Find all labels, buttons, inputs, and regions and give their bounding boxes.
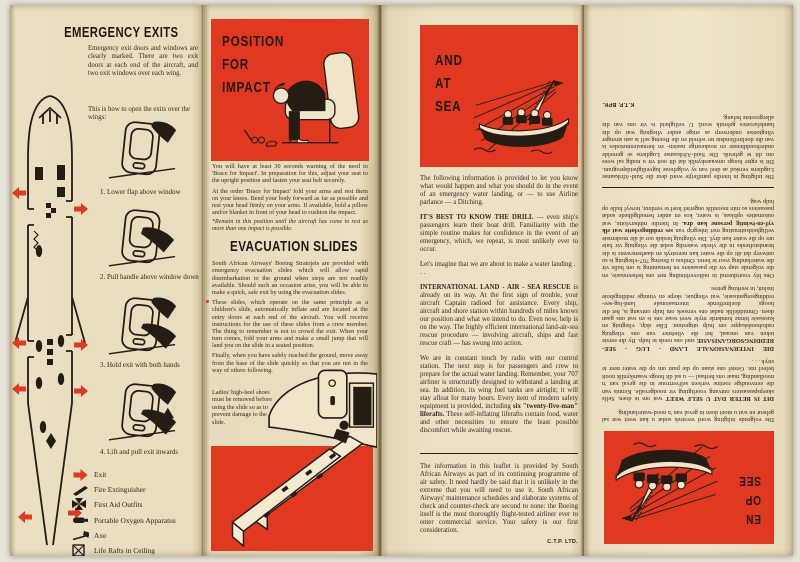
printer-imprint: C.T.P. LTD. [547,539,578,545]
sea-p1-text: The following information is provided to let you know what would happen and what you should do in the event of an emergency water landing, or — to use Airline parlance — a Ditching. [420,175,578,207]
lifeboat-illustration-afrikaans [608,439,720,527]
af-p1-text: Die volgende inligting word verstrek sodat u kan weet wat sal gebeur en wat u moet doen in geval van 'n nood-waterlanding. [602,408,774,423]
life-raft-icon [72,544,94,556]
exit-arrow-icon [72,469,94,481]
slides-p2-text: These slides, which operate on the same principle as a children's slide, automatically inflate and are located at the entry doors at each end of the aircraft. You will receive instructions for the use of these slides from a crew member. The thing to remember is not to crowd the exit. When your turn comes, fold your arms and make a small jump that will land you on the slide in a seated position. [212,299,368,349]
footer-rule [420,453,578,454]
exits-legend [72,467,200,556]
panel-position-for-impact [203,5,380,556]
slides-p3-text: Finally, when you have safely reached the ground, move away from the base of the slide quickly so that you are not in the way of others following. [212,352,368,374]
impact-warning-text: You will have at least 30 seconds warning of the need to 'Brace for Impact'. In preparation for this, adjust your seat to the upright position and fasten your seat belt securely. [212,163,368,185]
sea-liferafts-text: We are in constant touch by radio with our control station. The next step is for passengers and crew to prepare for the actual water landing. Remember, your 707 airliner is structurally designed to withstand a landing at sea. In addition, its wing fuel tanks are airtight; it will stay afloat for many hours. Every item of modern safety equipment is provided, including six "twenty-five-man" liferafts. These self-inflating liferafts contain food, water and other necessities to ensure the least possible discomfort while awaiting rescue. [420,355,578,435]
legend-item: Portable Oxygen Apparatus [72,513,200,528]
banner-line: SEE [738,474,761,489]
position-for-impact-banner [211,19,369,161]
banner-line: SEA [435,98,462,115]
af-rescue-text: DIE INTERNASIONALE LAND - LUG - SEE-REDDINGSORGANISASIE snel ons reeds te hulp. By die eerste teken van onraad, het die vlieënier van ons vliegtuig radioboodskappe om hulp uitgestuur. Elke skip, vliegtuig en kusstasie binne honderde myle weet waar ons is en wat ons gaan doen. Onmiddellik nadat ons versoek om hulp ontvang is, het die hoogs doeltreffende internasionale land-lug-see-reddingsorganisasie, wat vliegtuie, skepe en vinnige reddingsbote insluit, in werking getree. [602,285,774,352]
ladies-shoes-text: Ladies' high-heel shoes must be removed before using the slide so as to prevent damage to the slide. [212,389,272,426]
banner-line: OP [744,493,761,508]
step4-caption: 4. Lift and pull exit inwards [100,448,179,456]
evacuation-slide-illustration [227,367,377,553]
lifeboat-illustration [472,75,576,157]
first-aid-cross-icon [72,498,94,511]
af-radio-text: Ons bly voortdurend in radioverbinding met ons beheerstasie, en die volgende stap vir die passasiers en bemanning is om hulle vir die waterlanding voor te berei. Onthou u Boeing 707-vliegtuig is so ontwerp dat dit op die water kan neerstryk en daarbenewens is die brandstoftenks in die vlerke waterdig sodat die vliegtuig vir baie ure op die water kan dryf. Die vliegtuig beskik oor al die modernste veiligheidsuitrusting met inbegrip van ses reddingsvlotte wat elk vyf-en-twintig persone kan dra. In hierdie rubbervlotte, wat outomaties opblaas, is water, kos en ander benodigdhede sodat passasiers so min moontlik ongerief hoef te verduur, terwyl hulle op hulp wag. [602,197,774,279]
legend-item: Axe [72,528,200,543]
legend-item: First Aid Outfits [72,497,200,512]
brace-position-figure [241,41,369,159]
panel-afrikaans-reverse [583,5,793,556]
slides-p1-text: South African Airways' Boeing Stratojets are provided with emergency evacuation slides which will allow rapid disembarkation to the ground when steps are not readily available. Should such an occasion arise, you will be able to make a quick, safe exit by using the evacuation slides. [212,260,368,296]
legend-item: Exit [72,467,200,482]
af-weet-text: DIT IS BETER DAT U SELF WEET wat om te doen. Selfs skeepspassasiers ontvang voorligting vir noodgevalle. Kennis van die eenvoudige roetine verleen selfvertroue in die geval van 'n noodlanding, maar ons herhaal — u sal dit hoogs waarskynlik nooit beleef nie. Gestel ons staan op die punt om op die water neer te stryk . . . [602,358,774,403]
sea-text-column [420,175,578,435]
impact-text-column [212,163,368,374]
footer-rule-afrikaans [602,187,774,188]
printer-imprint-afrikaans: K.T.P. BPK. [602,101,635,108]
leaflet-footer-text: The information in this leaflet is provided by South African Airways as part of its continuing programme of air safety. It need hardly be said that it is unlikely in the extreme that you will need to use it. South African Airways' maintenance schedules and elaborate systems of check and counter-check are second to none: the Boeing itself is the most thoroughly flight-tested airliner ever to enter commercial service. Your safety is our first consideration. [420,463,578,535]
banner-line: POSITION [222,33,285,50]
rotated-afrikaans-content [583,5,793,556]
sea-rescue-text: INTERNATIONAL LAND - AIR - SEA RESCUE is already on its way. At the first sign of trouble, your aircraft Captain radioed for assistance. Every ship, aircraft and shore station within hundreds of miles knows our position and what we intend to do. Even now, help is on the way. The highly efficient international land-air-sea rescue procedure — involving aircraft, ships and fast rescue craft — has swung into action. [420,284,578,348]
exits-intro-text: Emergency exit doors and windows are clearly marked. There are two exit doors at each end of the aircraft, and two exit windows over each wing. [88,45,198,77]
exits-howto-text: This is how to open the exits over the wings: [88,106,190,122]
en-op-see-banner [604,431,774,544]
safety-leaflet [10,5,793,556]
legend-item: Fire Extinguisher [72,482,200,497]
banner-line: IMPACT [222,79,271,96]
step1-figure [107,121,177,183]
red-bullet [206,300,209,303]
evacuation-slides-title: EVACUATION SLIDES [230,238,358,256]
sea-imagine-text: Let's imagine that we are about to make a water landing . . . [420,261,576,277]
step2-caption: 2. Pull handle above window down [100,273,199,281]
panel-emergency-exits [10,5,203,556]
step3-caption: 3. Hold exit with both hands [100,361,180,369]
impact-note-text: *Remain in this position until the aircraft has come to rest as more than one impact is possible. [212,219,368,233]
banner-line: AND [435,52,463,69]
banner-line: EN [745,512,761,527]
step1-caption: 1. Lower flap above window [100,188,181,196]
fire-extinguisher-icon [72,483,94,496]
and-at-sea-banner [420,25,578,167]
step3-figure [107,297,177,359]
impact-brace-text: At the order 'Brace for Impact' fold your arms and rest them on your knees. Bend your body forward as far as possible and rest your head firmly on your arms. If available, hold a pillow and/or blanket in front of your head to cushion the impact. [212,187,368,217]
af-footer-text: Die inligting in hierdie pamfletjie word deur die Suid-Afrikaanse Lugdiens verskaf as deel van sy volgehoue lugveiligheidsprogram. Dit is egter hoogs onwaarskynlik dat dit ooit vir u nodig sal wees om dit te gebruik. Die Suid-Afrikaanse Lugdiens se gereelde onderhouddienste en noukeurige nasien- en hernasienmetodes is van die doeltreffendste ter wêreld en die Boeing self is aan strenger vliegtoetse onderwerp as enige ander vliegtuig wat op die handelsroetes gebruik word. U veiligheid is vir ons van die allergrootste belang. [602,113,774,181]
step2-figure [107,209,177,271]
emergency-exits-title: EMERGENCY EXITS [64,25,179,41]
step4-figure [107,383,177,445]
axe-icon [72,530,94,541]
sea-drill-text: IT'S BEST TO KNOW THE DRILL — even ship's passengers learn their boat drill. Familiarity with the simple routine makes for confidence in the event of an emergency, which, we repeat, is most unlikely ever to occur. [420,214,578,254]
legend-item: Life Rafts in Ceiling [72,543,200,556]
oxygen-bottle-icon [72,514,94,526]
panel-and-at-sea [380,5,583,556]
banner-line: FOR [222,56,250,73]
banner-line: AT [435,75,452,92]
